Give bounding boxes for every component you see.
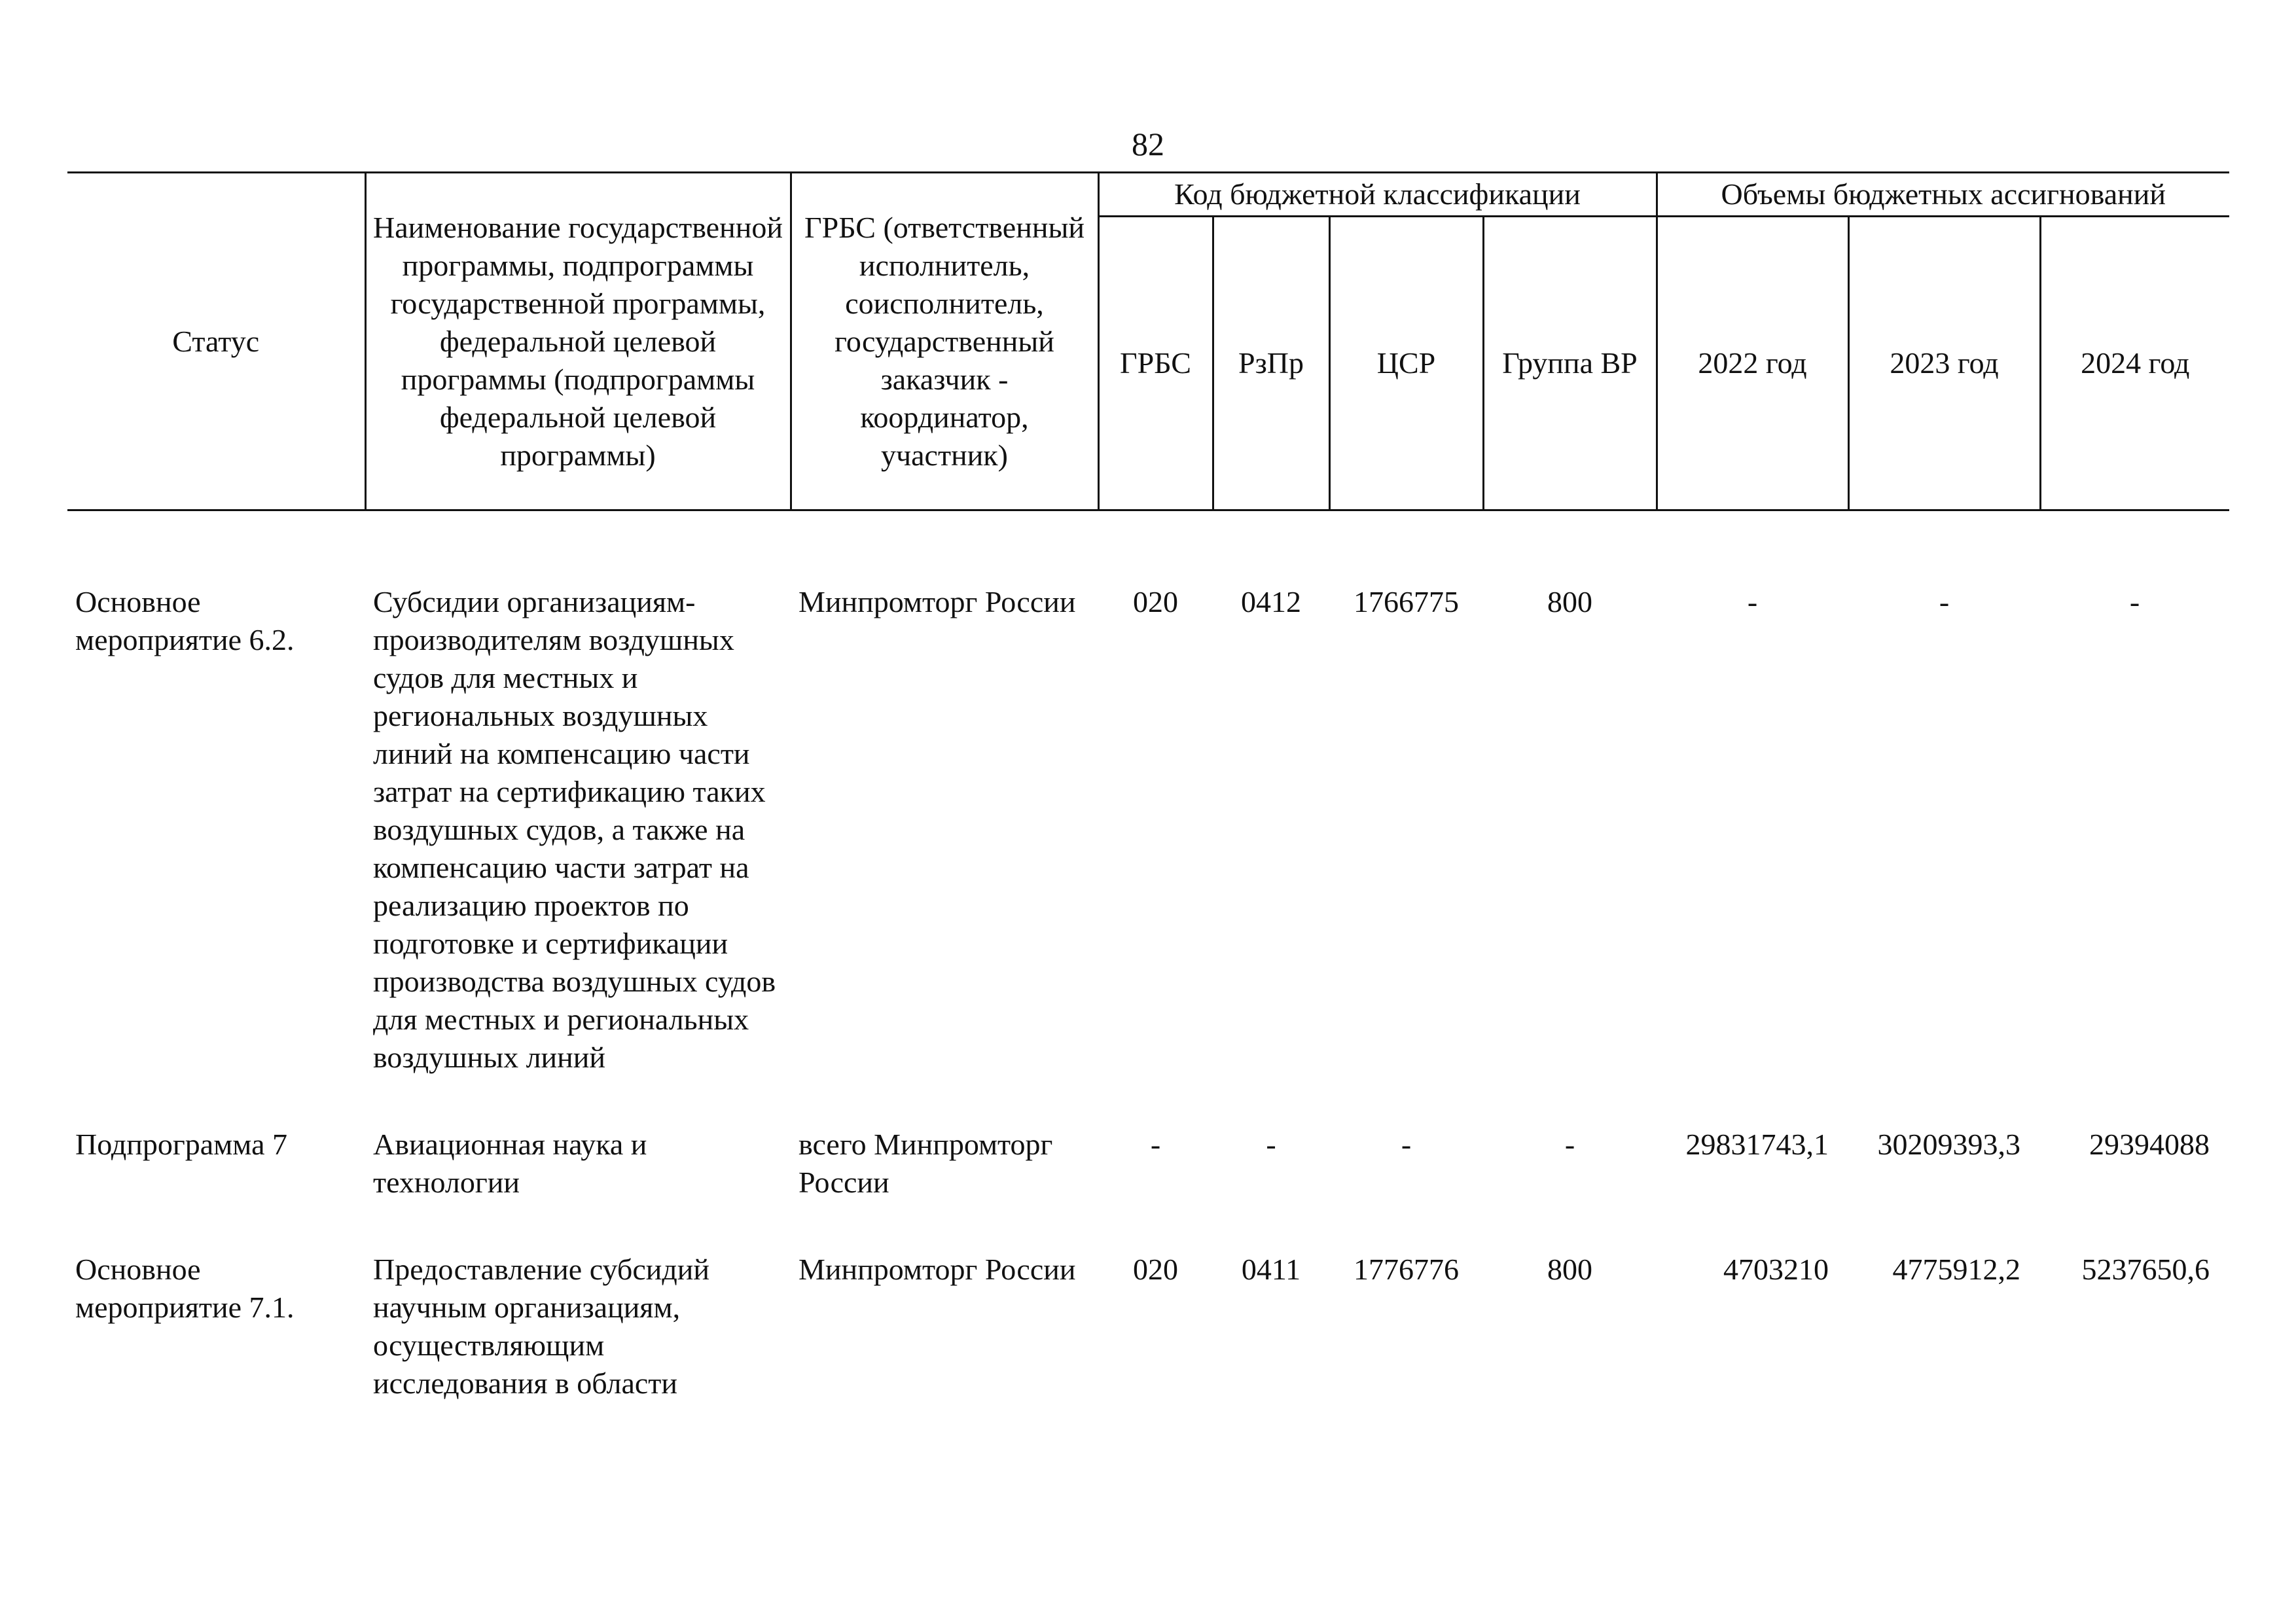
row-amount-2023: 4775912,2 [1892,1253,2021,1286]
header-vr-group: Группа ВР [1483,217,1657,510]
budget-table [67,171,2229,1452]
row-status: Основное мероприятие 7.1. [75,1253,295,1324]
header-volumes-group: Объемы бюджетных ассигнований [1657,173,2229,217]
row-executor: Минпромторг России [798,1253,1076,1286]
row-amount-2024: - [2129,585,2140,618]
row-program-name: Авиационная наука и технологии [373,1128,647,1199]
row-csr: 1766775 [1354,585,1459,618]
row-amount-2022: - [1747,585,1758,618]
row-csr: 1776776 [1354,1253,1459,1286]
table-row [67,583,2229,1126]
row-amount-2024: 29394088 [2089,1128,2210,1161]
header-year-2024: 2024 год [2040,217,2229,510]
row-rzpr: 0411 [1241,1253,1301,1286]
row-amount-2022: 4703210 [1723,1253,1829,1286]
row-vr: 800 [1547,1253,1592,1286]
header-grbs: ГРБС [1098,217,1213,510]
row-amount-2023: 30209393,3 [1877,1128,2021,1161]
header-status: Статус [67,173,365,510]
row-amount-2022: 29831743,1 [1685,1128,1829,1161]
row-grbs: 020 [1133,585,1178,618]
header-rzpr: РзПр [1213,217,1329,510]
table-row [67,1251,2229,1452]
row-amount-2023: - [1939,585,1950,618]
header-program-name: Наименование государственной программы, подпрограммы государственной программы, федеральной целевой программы (подпрограммы федеральной целевой программы) [365,173,791,510]
row-executor: всего Минпромторг России [798,1128,1053,1199]
row-amount-2024: 5237650,6 [2081,1253,2210,1286]
table-row [67,1126,2229,1251]
header-year-2023: 2023 год [1848,217,2040,510]
header-year-2022: 2022 год [1657,217,1848,510]
row-vr: - [1564,1128,1575,1161]
row-status: Подпрограмма 7 [75,1128,288,1161]
row-status: Основное мероприятие 6.2. [75,585,295,656]
row-csr: - [1401,1128,1412,1161]
header-budget-code-group: Код бюджетной классификации [1098,173,1657,217]
page-number: 82 [1132,126,1164,162]
table-header [67,173,2229,510]
row-program-name: Предоставление субсидий научным организациям, осуществляющим исследования в области [373,1253,709,1400]
row-rzpr: 0412 [1241,585,1301,618]
header-grbs-executor: ГРБС (ответственный исполнитель, соисполнитель, государственный заказчик - координатор, участник) [791,173,1098,510]
row-grbs: - [1150,1128,1161,1161]
row-program-name: Субсидии организациям-производителям воздушных судов для местных и региональных воздушных линий на компенсацию части затрат на сертификацию таких воздушных судов, а также на компенсацию части затрат на реализацию проектов по подготовке и сертификации производства воздушных судов для местных и региональных воздушных линий [373,585,776,1074]
row-executor: Минпромторг России [798,585,1076,618]
row-vr: 800 [1547,585,1592,618]
row-grbs: 020 [1133,1253,1178,1286]
row-rzpr: - [1266,1128,1276,1161]
header-csr: ЦСР [1329,217,1483,510]
table-body [67,510,2229,1452]
